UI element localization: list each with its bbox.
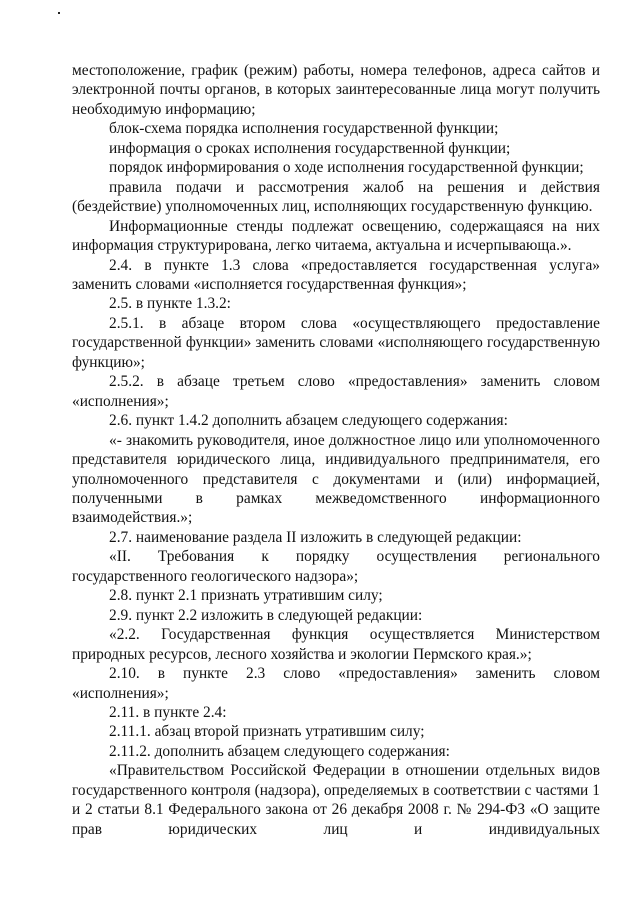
paragraph-7: 2.4. в пункте 1.3 слова «предоставляется государственная услуга» заменить словами «исполняется государственная функция»;	[72, 256, 600, 293]
paragraph-19: 2.11. в пункте 2.4:	[109, 703, 227, 721]
paragraph-1: местоположение, график (режим) работы, номера телефонов, адреса сайтов и электронной почты органов, в которых заинтересованные лица могут получить необходимую информацию;	[72, 62, 600, 118]
paragraph-22: «Правительством Российской Федерации в отношении отдельных видов государственного контроля (надзора), определяемых в соответствии с частями 1 и 2 статьи 8.1 Федерального закона от 26 декабря 2008 г. № 294-ФЗ «О защите прав юридических лиц и индивидуальных	[72, 762, 600, 838]
paragraph-21: 2.11.2. дополнить абзацем следующего содержания:	[109, 742, 450, 760]
paragraph-13: 2.7. наименование раздела II изложить в следующей редакции:	[109, 528, 522, 546]
paragraph-17: «2.2. Государственная функция осуществляется Министерством природных ресурсов, лесного хозяйства и экологии Пермского края.»;	[72, 626, 600, 663]
paragraph-15: 2.8. пункт 2.1 признать утратившим силу;	[109, 587, 383, 605]
paragraph-20: 2.11.1. абзац второй признать утратившим силу;	[109, 723, 425, 741]
paragraph-6: Информационные стенды подлежат освещению, содержащаяся на них информация структурирована, легко читаема, актуальна и исчерпывающа.».	[72, 217, 600, 255]
paragraph-18: 2.10. в пункте 2.3 слово «предоставления» заменить словом «исполнения»;	[72, 665, 600, 702]
scan-mark	[58, 12, 60, 14]
paragraph-11: 2.6. пункт 1.4.2 дополнить абзацем следующего содержания:	[109, 412, 508, 430]
paragraph-3: информация о сроках исполнения государственной функции;	[109, 139, 511, 157]
paragraph-12: «- знакомить руководителя, иное должностное лицо или уполномоченного представителя юридического лица, индивидуального предпринимателя, его уполномоченного представителя с документами и (или) информацией, полученными в рамках межведомственного информационного взаимодействия.»;	[72, 431, 600, 527]
paragraph-4: порядок информирования о ходе исполнения государственной функции;	[109, 159, 584, 177]
paragraph-10: 2.5.2. в абзаце третьем слово «предоставления» заменить словом «исполнения»;	[72, 373, 600, 410]
paragraph-5: правила подачи и рассмотрения жалоб на решения и действия (бездействие) уполномоченных лиц, исполняющих государственную функцию.	[72, 178, 600, 216]
paragraph-8: 2.5. в пункте 1.3.2:	[109, 295, 231, 313]
paragraph-2: блок-схема порядка исполнения государственной функции;	[109, 120, 499, 138]
paragraph-16: 2.9. пункт 2.2 изложить в следующей редакции:	[109, 606, 423, 624]
paragraph-14: «II. Требования к порядку осуществления регионального государственного геологического надзора»;	[72, 548, 600, 585]
paragraph-9: 2.5.1. в абзаце втором слова «осуществляющего предоставление государственной функции» заменить словами «исполняющего государственную функцию»;	[72, 314, 600, 371]
document-body	[72, 61, 600, 839]
